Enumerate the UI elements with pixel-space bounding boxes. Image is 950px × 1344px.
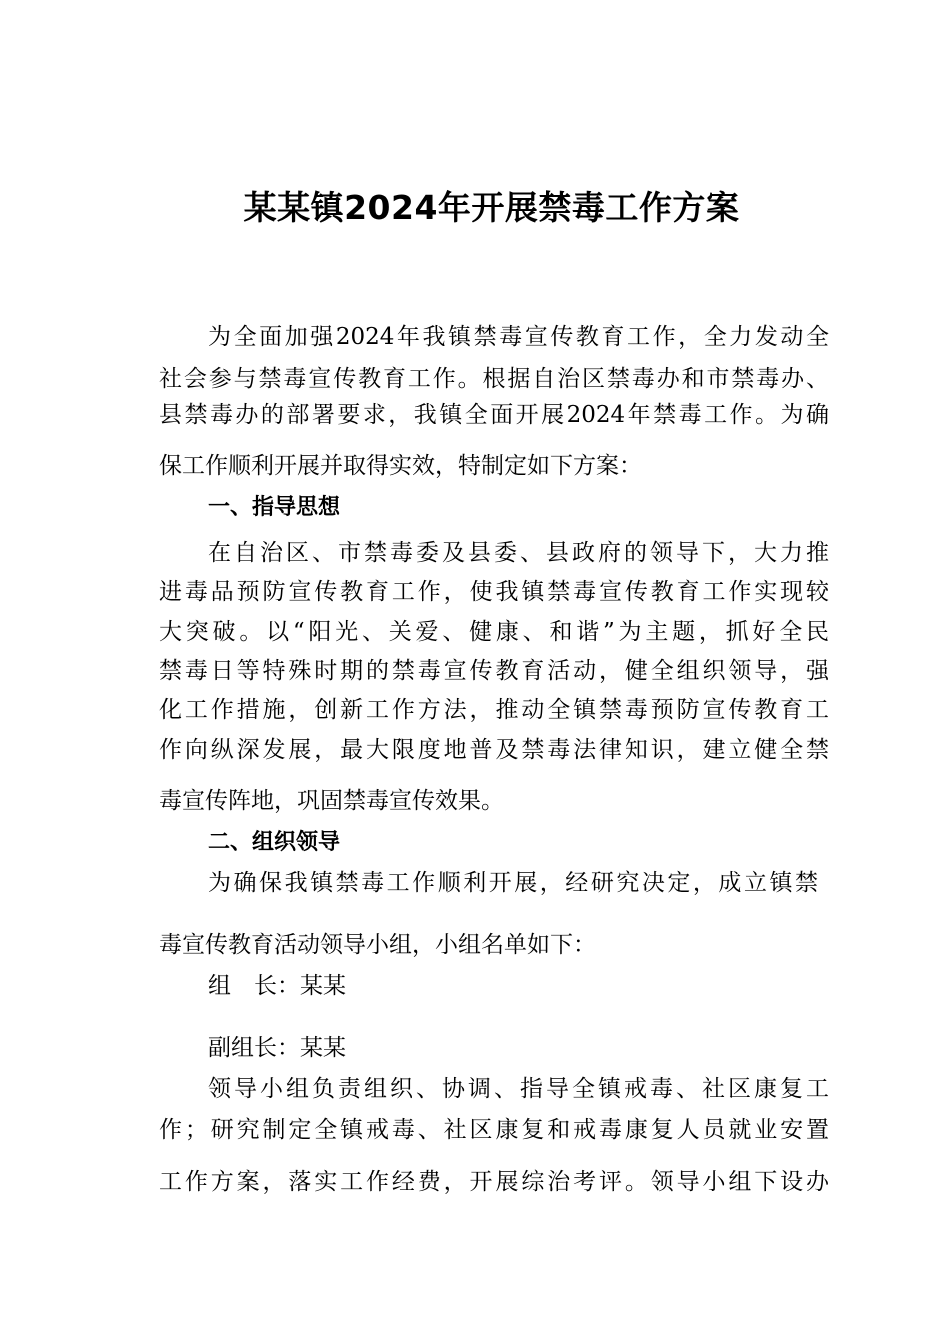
intro-line-3: 县禁毒办的部署要求，我镇全面开展2024年禁毒工作。为确 <box>159 402 829 428</box>
section-1-line-3: 大突破。以“阳光、关爱、健康、和谐”为主题，抓好全民 <box>159 619 829 645</box>
leader-line: 组 长：某某 <box>208 973 346 999</box>
section-1-line-4: 禁毒日等特殊时期的禁毒宣传教育活动，健全组织领导，强 <box>159 658 829 684</box>
duty-line-3: 工作方案，落实工作经费，开展综治考评。领导小组下设办 <box>159 1169 829 1195</box>
section-2-line-1: 为确保我镇禁毒工作顺利开展，经研究决定，成立镇禁 <box>208 870 818 896</box>
section-1-heading: 一、指导思想 <box>208 495 341 520</box>
duty-line-2: 作；研究制定全镇戒毒、社区康复和戒毒康复人员就业安置 <box>159 1117 829 1143</box>
section-1-line-5: 化工作措施，创新工作方法，推动全镇禁毒预防宣传教育工 <box>159 697 829 723</box>
section-2-line-2: 毒宣传教育活动领导小组，小组名单如下： <box>159 932 596 958</box>
document-title: 某某镇2024年开展禁毒工作方案 <box>243 188 740 227</box>
section-1-line-7: 毒宣传阵地，巩固禁毒宣传效果。 <box>159 788 504 814</box>
section-1-line-2: 进毒品预防宣传教育工作，使我镇禁毒宣传教育工作实现较 <box>159 579 829 605</box>
intro-line-4: 保工作顺利开展并取得实效，特制定如下方案： <box>159 453 642 479</box>
section-1-line-1: 在自治区、市禁毒委及县委、县政府的领导下，大力推 <box>208 540 829 566</box>
intro-line-1: 为全面加强2024年我镇禁毒宣传教育工作，全力发动全 <box>208 324 829 350</box>
section-1-line-6: 作向纵深发展，最大限度地普及禁毒法律知识，建立健全禁 <box>159 737 829 763</box>
section-2-heading: 二、组织领导 <box>208 830 341 855</box>
deputy-leader-line: 副组长：某某 <box>208 1035 346 1061</box>
intro-line-2: 社会参与禁毒宣传教育工作。根据自治区禁毒办和市禁毒办、 <box>159 366 829 392</box>
duty-line-1: 领导小组负责组织、协调、指导全镇戒毒、社区康复工 <box>208 1076 829 1102</box>
